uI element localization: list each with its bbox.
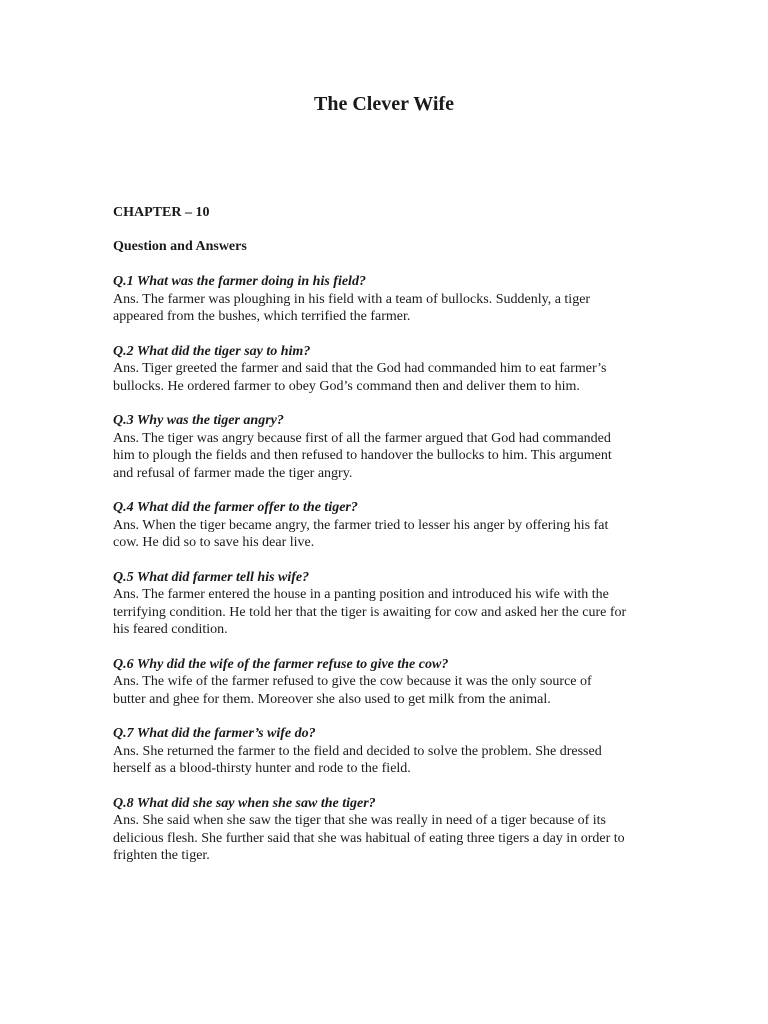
question-text: Q.5 What did farmer tell his wife?: [113, 569, 310, 585]
question-text: Q.1 What was the farmer doing in his field?: [113, 274, 366, 289]
answer-line: and refusal of farmer made the tiger angry.: [113, 465, 353, 481]
answer-line: Ans. The wife of the farmer refused to give the cow because it was the only source of: [113, 674, 592, 689]
question-text: Q.6 Why did the wife of the farmer refuse to give the cow?: [113, 656, 449, 672]
question-text: Q.2 What did the tiger say to him?: [113, 343, 311, 359]
answer-line: delicious flesh. She further said that she was habitual of eating three tigers a day in order to: [113, 830, 625, 846]
answer-line: his feared condition.: [113, 622, 228, 637]
answer-line: him to plough the fields and then refused to handover the bullocks to him. This argument: [113, 448, 612, 463]
answer-line: terrifying condition. He told her that the tiger is awaiting for cow and asked her the cure for: [113, 604, 627, 620]
qa-item: [113, 273, 663, 326]
qa-item: [113, 412, 663, 482]
qa-item: [113, 499, 663, 552]
answer-text: [113, 291, 663, 326]
answer-line: Ans. When the tiger became angry, the farmer tried to lesser his anger by offering his fat: [113, 517, 609, 533]
answer-text: [113, 517, 663, 552]
answer-line: bullocks. He ordered farmer to obey God’s command then and deliver them to him.: [113, 378, 580, 394]
chapter-heading: CHAPTER – 10: [113, 205, 210, 220]
answer-text: [113, 812, 663, 865]
answer-line: herself as a blood-thirsty hunter and rode to the field.: [113, 761, 411, 776]
answer-line: Ans. She said when she saw the tiger that she was really in need of a tiger because of its: [113, 813, 606, 828]
answer-line: butter and ghee for them. Moreover she also used to get milk from the animal.: [113, 691, 551, 707]
answer-text: [113, 430, 663, 483]
qa-item: [113, 343, 663, 396]
answer-line: Ans. She returned the farmer to the field and decided to solve the problem. She dressed: [113, 743, 602, 759]
answer-line: Ans. The farmer was ploughing in his field with a team of bullocks. Suddenly, a tiger: [113, 291, 591, 307]
answer-line: Ans. The tiger was angry because first of all the farmer argued that God had commanded: [113, 430, 611, 446]
qa-item: [113, 569, 663, 639]
question-text: Q.7 What did the farmer’s wife do?: [113, 726, 316, 741]
answer-line: frighten the tiger.: [113, 848, 210, 863]
question-text: Q.4 What did the farmer offer to the tiger?: [113, 500, 358, 515]
answer-text: [113, 673, 663, 708]
question-text: Q.3 Why was the tiger angry?: [113, 413, 284, 428]
answer-text: [113, 360, 663, 395]
answer-line: Ans. The farmer entered the house in a panting position and introduced his wife with the: [113, 587, 609, 602]
qa-item: [113, 656, 663, 709]
answer-text: [113, 586, 663, 639]
answer-line: appeared from the bushes, which terrified the farmer.: [113, 309, 411, 324]
answer-line: Ans. Tiger greeted the farmer and said that the God had commanded him to eat farmer’s: [113, 361, 607, 376]
question-text: Q.8 What did she say when she saw the tiger?: [113, 795, 376, 811]
answer-text: [113, 743, 663, 778]
answer-line: cow. He did so to save his dear live.: [113, 535, 315, 550]
section-heading: Question and Answers: [113, 239, 247, 254]
qa-list: [113, 273, 663, 882]
document-title: The Clever Wife: [314, 93, 454, 115]
qa-item: [113, 725, 663, 778]
qa-item: [113, 795, 663, 865]
